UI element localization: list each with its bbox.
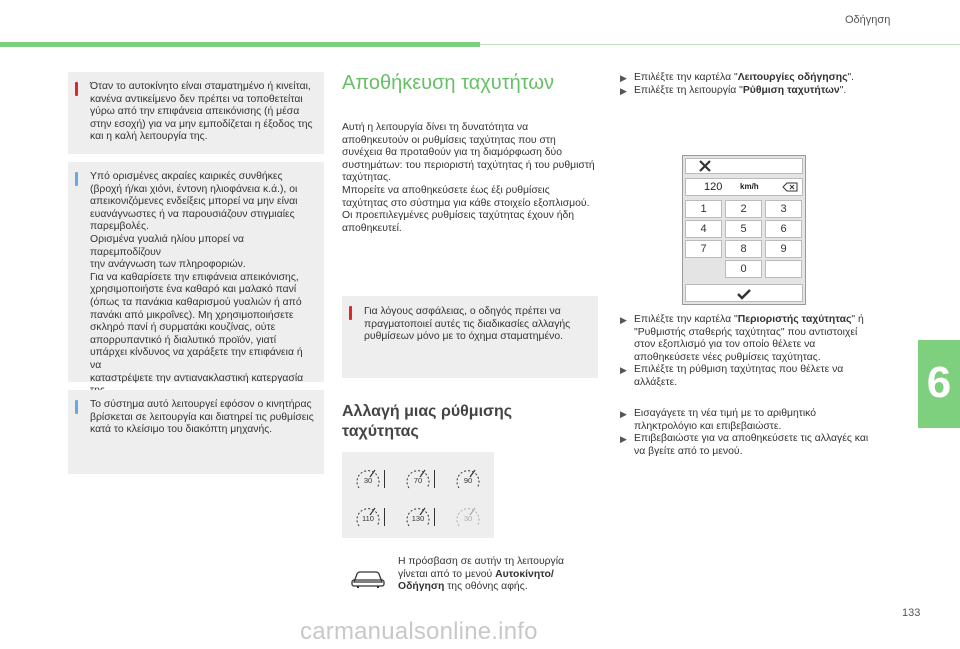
step-item	[620, 314, 888, 364]
steps-list-open-menu	[620, 72, 888, 97]
step-text: Επιλέξτε την καρτέλα "	[634, 314, 738, 325]
keypad-key-1[interactable]: 1	[685, 200, 722, 218]
speed-gauge-icon	[354, 504, 382, 532]
keypad-key-8[interactable]: 8	[725, 240, 762, 258]
speed-gauge-icon	[354, 466, 382, 494]
step-item	[620, 433, 888, 458]
divider	[434, 470, 435, 488]
speed-label: 130	[411, 514, 425, 523]
speed-display	[685, 178, 803, 196]
note-text: Υπό ορισμένες ακραίες καιρικές συνθήκες (βροχή ή/και χιόνι, έντονη ηλιοφάνεια κ.ά.), οι απεικονιζόμενες ενδείξεις μπορεί να μην είναι ευανάγνωστες ή να παρουσιάζουν στιγμιαίες παρεμβολές. Ορισμένα γυαλιά ηλίου μπορεί να παρεμποδίζουν την ανάγνωση των πληροφοριών. Για να καθαρίσετε την επιφάνεια απεικόνισης, χρησιμοποιήστε ένα καθαρό και μαλακό πανί (όπως τα πανάκια καθαρισμού γυαλιών ή από πανάκι από μικροΐνες). Μη χρησιμοποιήσετε σκληρό πανί ή συρματάκι κουζίνας, ούτε απορρυπαντικό ή διαλυτικό προϊόν, γιατί υπάρχει κίνδυνος να χαράξετε την επιφάνεια ή να καταστρέψετε την αντιανακλαστική κατεργασία	[90, 171, 304, 384]
arrow-icon: ▶	[620, 73, 627, 83]
page-title: Αποθήκευση ταχυτήτων	[342, 72, 554, 94]
close-icon[interactable]	[698, 160, 712, 172]
access-text: Η πρόσβαση σε αυτήν τη λειτουργία γίνεται από το μενού	[398, 556, 565, 580]
arrow-icon: ▶	[620, 315, 627, 325]
keypad-key-9[interactable]: 9	[765, 240, 802, 258]
step-text-end: " ή "Ρυθμιστής σταθερής ταχύτητας" που αντιστοιχεί στον εξοπλισμό για τον οποίο θέλετε να αποθηκεύσετε νέες ρυθμίσεις ταχύτητας.	[634, 314, 864, 363]
subheading: Αλλαγή μιας ρύθμισης ταχύτητας	[342, 403, 513, 440]
step-bold: Ρύθμιση ταχυτήτων	[742, 84, 840, 96]
numeric-keypad-illustration	[682, 155, 806, 305]
step-item	[620, 85, 888, 98]
speed-label: 70	[413, 476, 423, 485]
divider	[384, 470, 385, 488]
step-text: Επιλέξτε την καρτέλα "	[634, 72, 738, 83]
divider	[384, 508, 385, 526]
divider	[434, 508, 435, 526]
arrow-icon: ▶	[620, 409, 627, 419]
keypad-key-0[interactable]: 0	[725, 260, 762, 278]
arrow-icon: ▶	[620, 85, 627, 96]
keypad-key-6[interactable]: 6	[765, 220, 802, 238]
warning-note-display	[68, 72, 324, 154]
menu-access-note	[398, 556, 598, 594]
watermark: carmanualsonline.info	[300, 618, 538, 645]
access-text-end: της οθόνης αφής.	[444, 581, 528, 593]
step-text: Εισαγάγετε τη νέα τιμή με το αριθμητικό πληκτρολόγιο και επιβεβαιώστε.	[634, 408, 817, 432]
arrow-icon: ▶	[620, 365, 627, 376]
chapter-number: 6	[926, 358, 952, 407]
keypad-empty-left	[685, 260, 722, 278]
step-item	[620, 364, 888, 389]
page-number: 133	[902, 607, 921, 619]
note-text: Όταν το αυτοκίνητο είναι σταματημένο ή κινείται, κανένα αντικείμενο δεν πρέπει να τοποθετείται γύρω από την επιφάνεια απεικόνισης (ή μέσα στην εσοχή) για να μην εμποδίζεται η έξοδος της και η καλή λειτουργία της.	[90, 81, 313, 143]
header-accent-bar	[0, 42, 480, 47]
step-bold: Περιοριστής ταχύτητας	[737, 314, 852, 325]
speed-label: 30	[363, 476, 373, 485]
backspace-icon[interactable]	[782, 182, 798, 192]
steps-list-select-setting	[620, 314, 888, 390]
speed-gauge-icon	[454, 466, 482, 494]
speed-settings-illustration	[342, 452, 494, 538]
car-icon	[350, 566, 386, 590]
keypad-key-5[interactable]: 5	[725, 220, 762, 238]
menu-path: Αυτοκίνητο/ Οδήγηση	[398, 568, 554, 593]
confirm-button[interactable]	[685, 284, 803, 302]
step-item	[620, 72, 888, 85]
speed-gauge-icon	[404, 466, 432, 494]
intro-paragraph: Αυτή η λειτουργία δίνει τη δυνατότητα να αποθηκευτούν οι ρυθμίσεις ταχύτητας που στη συνέχεια θα προταθούν για τη διαμόρφωση δύο συστημάτων: του περιοριστή ταχύτητας ή του ρυθμιστή ταχύτητας. Μπορείτε να αποθηκεύσετε έως έξι ρυθμίσεις ταχύτητας στο σύστημα για κάθε στοιχείο εξοπλισμού. Οι προεπιλεγμένες ρυθμίσεις ταχύτητας έχουν ήδη αποθηκευτεί.	[342, 122, 595, 234]
keypad-key-7[interactable]: 7	[685, 240, 722, 258]
step-bold: Λειτουργίες οδήγησης	[737, 72, 848, 83]
info-note-system	[68, 390, 324, 474]
warning-icon	[75, 82, 78, 96]
chapter-tab	[918, 340, 960, 428]
steps-list-confirm	[620, 408, 888, 458]
header-rule	[480, 44, 960, 45]
note-text: Για λόγους ασφάλειας, ο οδηγός πρέπει να πραγματοποιεί αυτές τις διαδικασίες αλλαγής ρυθμίσεων μόνο με το όχημα σταματημένο.	[364, 306, 571, 343]
step-text: Επιβεβαιώστε για να αποθηκεύσετε τις αλλαγές και να βγείτε από το μενού.	[634, 433, 869, 457]
info-note-visibility	[68, 162, 324, 382]
speed-value: 120	[704, 181, 723, 193]
keypad-key-4[interactable]: 4	[685, 220, 722, 238]
speed-label: 30	[463, 514, 473, 523]
speed-label: 90	[463, 476, 473, 485]
info-icon	[75, 400, 78, 414]
safety-warning-note	[342, 296, 598, 378]
keypad-empty-right	[765, 260, 802, 278]
keypad-header	[685, 158, 803, 174]
warning-icon	[349, 306, 352, 320]
section-title: Οδήγηση	[845, 14, 891, 26]
speed-gauge-icon	[404, 504, 432, 532]
step-item	[620, 408, 888, 433]
keypad-key-3[interactable]: 3	[765, 200, 802, 218]
step-text-end: ".	[847, 72, 855, 83]
keypad-key-2[interactable]: 2	[725, 200, 762, 218]
checkmark-icon	[736, 288, 752, 300]
info-icon	[75, 172, 78, 186]
note-text: Το σύστημα αυτό λειτουργεί εφόσον ο κινητήρας βρίσκεται σε λειτουργία και διατηρεί τις ρυθμίσεις κατά το κλείσιμο του διακόπτη μηχανής.	[90, 399, 314, 436]
step-text: Επιλέξτε τη ρύθμιση ταχύτητας που θέλετε να αλλάξετε.	[634, 364, 844, 388]
step-text: Επιλέξτε τη λειτουργία "	[634, 84, 743, 96]
arrow-icon: ▶	[620, 434, 627, 445]
speed-unit: km/h	[740, 182, 759, 191]
speed-gauge-icon	[454, 504, 482, 532]
step-text-end: ".	[839, 84, 847, 96]
speed-label: 110	[362, 514, 374, 523]
